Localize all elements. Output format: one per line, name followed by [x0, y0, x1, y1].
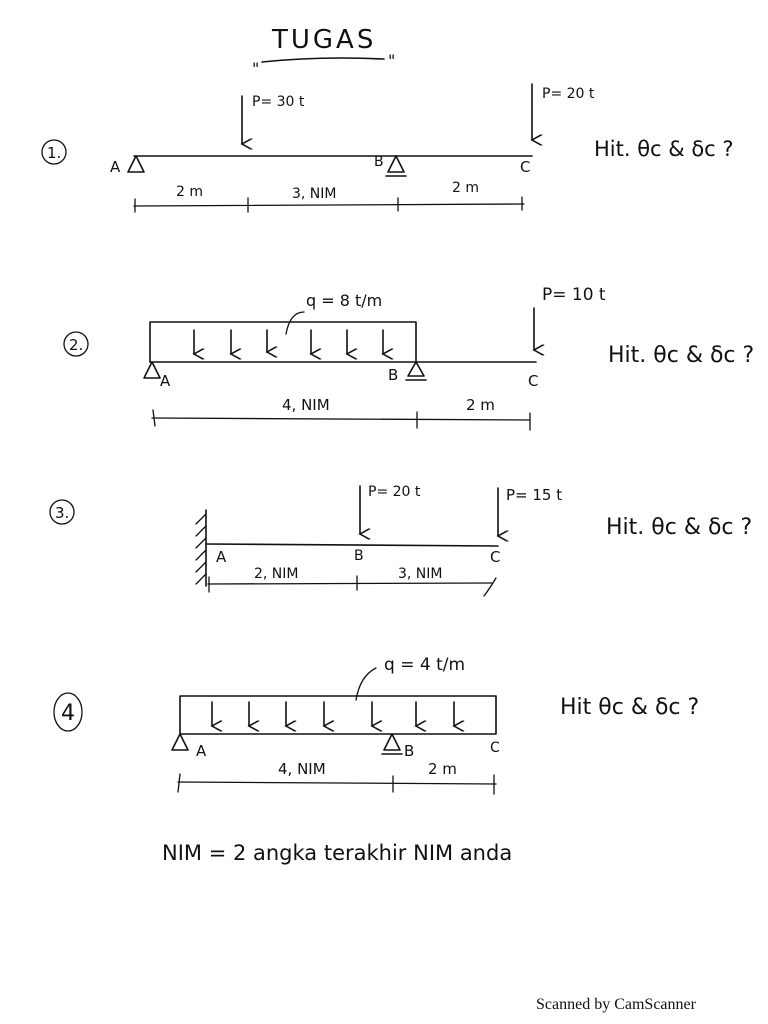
problem-2-label-b: B	[388, 366, 399, 384]
problem-3-label-b: B	[354, 548, 364, 564]
problem-1	[42, 84, 734, 212]
problem-1-dim-3: 2 m	[452, 180, 479, 196]
problem-3-number: 3.	[55, 504, 70, 522]
problem-1-dimension-line	[134, 204, 524, 206]
problem-3-load-label-1: P= 20 t	[368, 484, 421, 500]
scanner-watermark: Scanned by CamScanner	[536, 996, 696, 1013]
problem-4-question: Hit θc & δc ?	[560, 695, 700, 720]
problem-2-distributed-load: q = 8 t/m	[306, 291, 383, 310]
problem-2-dim-2: 2 m	[466, 396, 495, 414]
problem-1-label-c: C	[520, 158, 531, 176]
problem-2-load-label-1: P= 10 t	[542, 285, 606, 305]
problem-4-dim-2: 2 m	[428, 760, 457, 778]
problem-1-label-b: B	[374, 154, 384, 170]
problem-1-question: Hit. θc & δc ?	[594, 137, 734, 161]
problem-4-distributed-load: q = 4 t/m	[384, 655, 466, 675]
problem-1-dim-2: 3, NIM	[292, 186, 337, 202]
problem-2	[64, 285, 754, 430]
problem-4-number: 4	[61, 701, 75, 726]
problem-2-question: Hit. θc & δc ?	[608, 343, 755, 368]
problem-3-wall-hatching	[196, 514, 206, 584]
problem-3-question: Hit. θc & δc ?	[606, 515, 753, 540]
problem-3-tick-3	[484, 578, 496, 596]
title-quote-right: "	[388, 51, 396, 70]
title-underline	[262, 58, 384, 62]
problem-4	[54, 655, 699, 794]
problem-1-load-label-2: P= 20 t	[542, 86, 595, 102]
problem-3-label-c: C	[490, 548, 501, 566]
problem-2-load-leader	[286, 312, 304, 334]
problem-4-support-b	[382, 734, 402, 754]
page-title: TUGAS	[272, 25, 377, 55]
problem-2-dimension-line	[152, 418, 530, 420]
problem-4-label-b: B	[404, 742, 415, 760]
problem-2-number: 2.	[69, 336, 84, 354]
title-quote-left: "	[252, 59, 260, 78]
problem-2-label-a: A	[160, 372, 171, 390]
problem-2-load-box	[150, 322, 416, 362]
problem-3-dim-2: 3, NIM	[398, 566, 443, 582]
problem-1-number: 1.	[47, 144, 62, 162]
problem-3-dimension-line	[208, 583, 492, 584]
problem-1-support-b	[386, 156, 406, 176]
problem-1-dim-1: 2 m	[176, 184, 203, 200]
problem-2-dim-1: 4, NIM	[282, 396, 330, 414]
problem-4-label-a: A	[196, 742, 207, 760]
problem-3-load-label-2: P= 15 t	[506, 486, 563, 504]
nim-note: NIM = 2 angka terakhir NIM anda	[162, 841, 513, 865]
problem-4-label-c: C	[490, 740, 500, 756]
problem-1-load-label-1: P= 30 t	[252, 94, 305, 110]
problem-2-support-a	[144, 362, 160, 378]
problem-2-label-c: C	[528, 372, 539, 390]
problem-4-tick-1	[178, 774, 180, 792]
problem-3-beam	[206, 544, 498, 546]
problem-2-support-b	[406, 362, 426, 380]
problem-4-dim-1: 4, NIM	[278, 760, 326, 778]
problem-4-load-box	[180, 696, 496, 734]
problem-3-dim-1: 2, NIM	[254, 566, 299, 582]
problem-1-support-a	[128, 156, 144, 172]
problem-4-dimension-line	[178, 782, 496, 784]
problem-3	[50, 484, 752, 596]
problem-3-label-a: A	[216, 548, 227, 566]
problem-1-label-a: A	[110, 158, 121, 176]
problem-4-support-a	[172, 734, 188, 750]
